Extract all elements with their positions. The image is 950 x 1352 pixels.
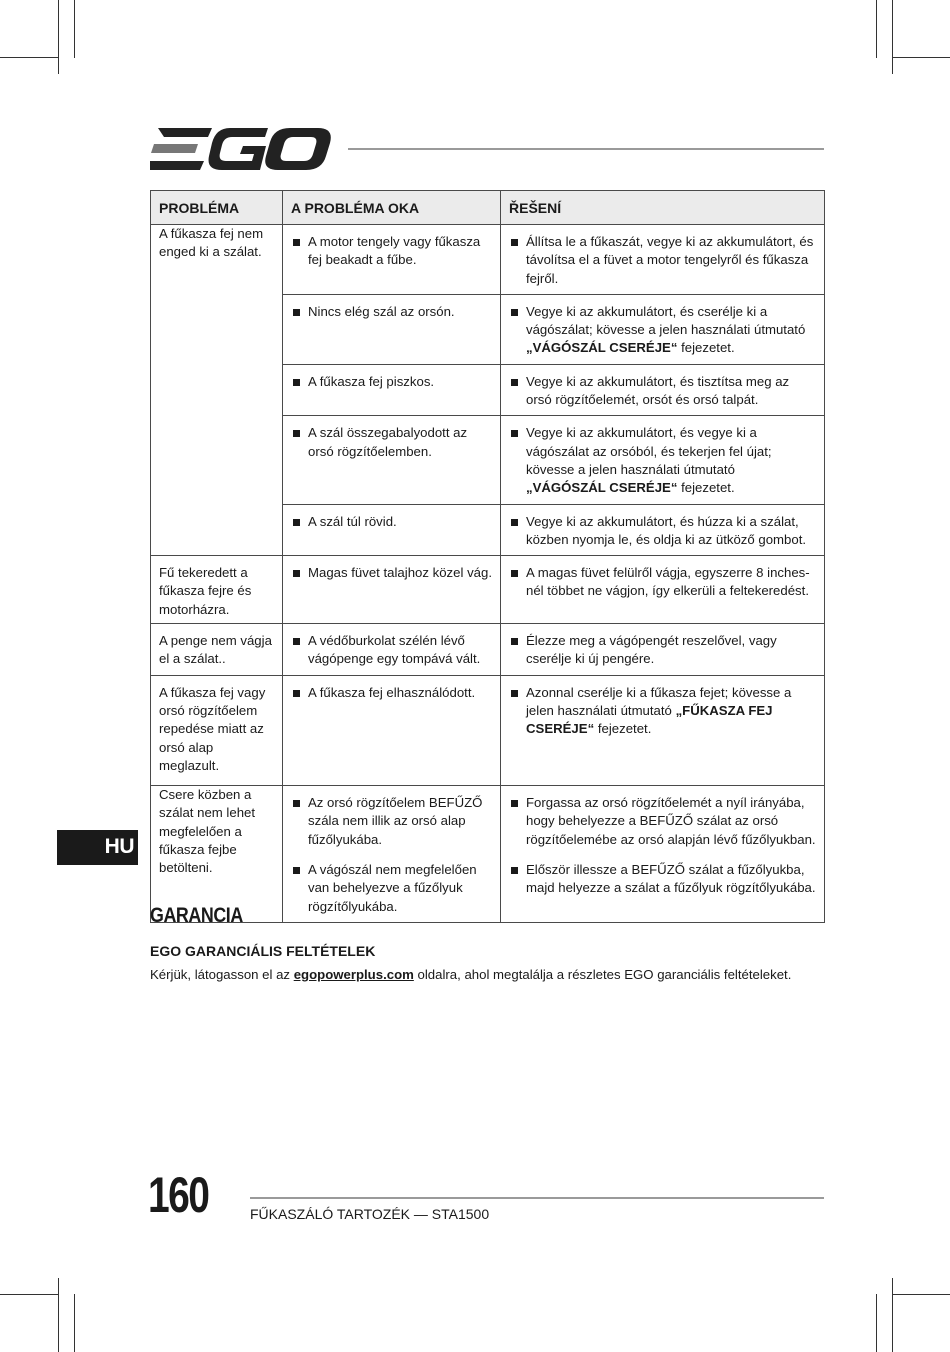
crop-mark xyxy=(892,57,950,58)
solution-bullet: Vegye ki az akkumulátort, és cserélje ki a vágószálat; kövesse a jelen használati útmutató „VÁGÓSZÁL CSERÉJE“ fejezetet. xyxy=(509,303,816,358)
solution-cell xyxy=(501,504,825,556)
solution-cell xyxy=(501,556,825,624)
solution-cell xyxy=(501,294,825,364)
solution-bullet: Forgassa az orsó rögzítőelemét a nyíl irányába, hogy behelyezze a BEFŰZŐ szálat az orsó rögzítőelemébe az orsó alapján lévő fűzőlyukban. xyxy=(509,794,816,849)
crop-mark xyxy=(74,1294,75,1352)
crop-mark xyxy=(0,1294,58,1295)
cause-cell xyxy=(283,624,501,676)
table-row xyxy=(151,786,825,923)
cause-cell xyxy=(283,675,501,785)
solution-bullet: Vegye ki az akkumulátort, és vegye ki a vágószálat az orsóból, és tekerjen fel újat; kövesse a jelen használati útmutató „VÁGÓSZÁL CSERÉJE“ fejezetet. xyxy=(509,424,816,497)
cause-bullet: A motor tengely vagy fűkasza fej beakadt a fűbe. xyxy=(291,233,492,270)
section-title: GARANCIA xyxy=(150,904,243,927)
problem-cell: A penge nem vágja el a szálat.. xyxy=(151,624,283,676)
solution-cell xyxy=(501,416,825,504)
cause-cell xyxy=(283,416,501,504)
solution-bullet: Vegye ki az akkumulátort, és húzza ki a szálat, közben nyomja le, és oldja ki az ütköző gombot. xyxy=(509,513,816,550)
solution-bullet: Először illessze a BEFŰZŐ szálat a fűzőlyukba, majd helyezze a szálat a fűzőlyuk rögzítőlyukába. xyxy=(509,861,816,898)
solution-cell xyxy=(501,364,825,416)
problem-cell: Fű tekeredett a fűkasza fejre és motorházra. xyxy=(151,556,283,624)
section-subtitle: EGO GARANCIÁLIS FELTÉTELEK xyxy=(150,943,376,959)
solution-bullet: Vegye ki az akkumulátort, és tisztítsa meg az orsó rögzítőelemét, orsót és orsó talpát. xyxy=(509,373,816,410)
cause-bullet: Az orsó rögzítőelem BEFŰZŐ szála nem illik az orsó alap fűzőlyukába. xyxy=(291,794,492,849)
page-number: 160 xyxy=(148,1167,209,1223)
language-tab: HU xyxy=(57,830,138,865)
problem-cell: Csere közben a szálat nem lehet megfelelően a fűkasza fejbe betölteni. xyxy=(151,786,283,923)
header-problem: PROBLÉMA xyxy=(151,191,283,225)
footer-product: FŰKASZÁLÓ TARTOZÉK — STA1500 xyxy=(250,1206,490,1222)
cause-bullet: A vágószál nem megfelelően van behelyezve a fűzőlyuk rögzítőlyukába. xyxy=(291,861,492,916)
crop-mark xyxy=(0,57,58,58)
table-header-row xyxy=(151,191,825,225)
solution-cell xyxy=(501,624,825,676)
crop-mark xyxy=(58,1278,59,1352)
footer-rule xyxy=(250,1197,824,1199)
problem-cell: A fűkasza fej vagy orsó rögzítőelem repedése miatt az orsó alap meglazult. xyxy=(151,675,283,785)
warranty-link[interactable]: egopowerplus.com xyxy=(293,967,414,982)
table-row xyxy=(151,225,825,295)
cause-cell xyxy=(283,504,501,556)
cause-bullet: A fűkasza fej elhasználódott. xyxy=(291,684,492,702)
header-rule xyxy=(348,148,824,150)
crop-mark xyxy=(892,1278,893,1352)
crop-mark xyxy=(74,0,75,58)
cause-bullet: Magas füvet talajhoz közel vág. xyxy=(291,564,492,582)
header-cause: A PROBLÉMA OKA xyxy=(283,191,501,225)
crop-mark xyxy=(892,0,893,74)
cause-bullet: A védőburkolat szélén lévő vágópenge egy tompává vált. xyxy=(291,632,492,669)
table-row xyxy=(151,556,825,624)
crop-mark xyxy=(892,1294,950,1295)
table-row xyxy=(151,675,825,785)
table-row xyxy=(151,624,825,676)
cause-cell xyxy=(283,225,501,295)
problem-cell: A fűkasza fej nem enged ki a szálat. xyxy=(151,225,283,556)
troubleshooting-table xyxy=(150,190,825,923)
crop-mark xyxy=(876,0,877,58)
header-solution: ŘEŠENÍ xyxy=(501,191,825,225)
solution-bullet: A magas füvet felülről vágja, egyszerre 8 inches-nél többet ne vágjon, így elkerüli a feltekeredést. xyxy=(509,564,816,601)
cause-bullet: A szál túl rövid. xyxy=(291,513,492,531)
solution-bullet: Azonnal cserélje ki a fűkasza fejet; kövesse a jelen használati útmutató „FŰKASZA FEJ CSERÉJE“ fejezetet. xyxy=(509,684,816,739)
solution-bullet: Élezze meg a vágópengét reszelővel, vagy cserélje ki új pengére. xyxy=(509,632,816,669)
crop-mark xyxy=(58,0,59,74)
crop-mark xyxy=(876,1294,877,1352)
cause-cell xyxy=(283,556,501,624)
ego-logo xyxy=(150,128,332,170)
cause-cell xyxy=(283,786,501,923)
cause-bullet: A fűkasza fej piszkos. xyxy=(291,373,492,391)
warranty-paragraph: Kérjük, látogasson el az egopowerplus.com oldalra, ahol megtalálja a részletes EGO garanciális feltételeket. xyxy=(150,967,792,982)
cause-cell xyxy=(283,364,501,416)
solution-cell xyxy=(501,786,825,923)
cause-cell xyxy=(283,294,501,364)
cause-bullet: A szál összegabalyodott az orsó rögzítőelemben. xyxy=(291,424,492,461)
solution-bullet: Állítsa le a fűkaszát, vegye ki az akkumulátort, és távolítsa el a füvet a motor tengelyről és fűkasza fejről. xyxy=(509,233,816,288)
cause-bullet: Nincs elég szál az orsón. xyxy=(291,303,492,321)
solution-cell xyxy=(501,225,825,295)
solution-cell xyxy=(501,675,825,785)
